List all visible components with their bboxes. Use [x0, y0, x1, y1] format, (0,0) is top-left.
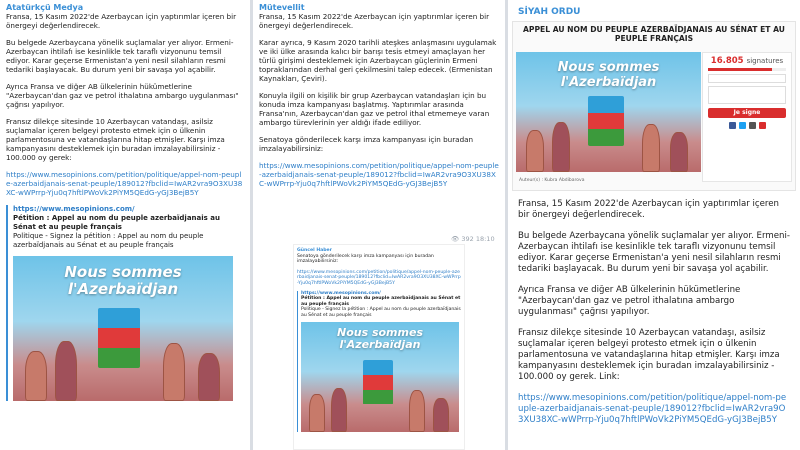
azerbaijan-flag-icon [588, 96, 624, 146]
signature-label: signatures [746, 57, 784, 65]
petition-link[interactable]: https://www.mesopinions.com/petition/politique/appel-nom-peuple-azerbaidjanais-senat-peuple/189012?fbclid=IwAR2vra9O3XU38XC-wWPrrp-Yju0q7hftlPWoVk2PiYM5QEdG-yGJ3BejB5Y [518, 393, 787, 425]
fist-icon [331, 388, 347, 432]
channel-name[interactable]: Mütevellit [259, 3, 305, 12]
twitter-icon[interactable] [739, 122, 746, 129]
embedded-preview [297, 291, 461, 432]
email-field[interactable] [708, 74, 786, 83]
fist-icon [198, 353, 220, 401]
fist-icon [670, 132, 688, 172]
eye-icon: 👁 [451, 235, 460, 243]
petition-author: Auteur(s) : Kubra Abdibarova [519, 178, 585, 183]
fist-icon [526, 130, 544, 172]
embedded-preview-site: https://www.mesopinions.com/ [301, 290, 381, 296]
embedded-preview-image [301, 322, 459, 432]
view-count: 392 [461, 235, 474, 243]
sign-button[interactable]: Je signe [708, 108, 786, 118]
post-paragraph: Bu belgede Azerbaycana yönelik suçlamalar yer alıyor. Ermeni-Azerbaycan ihtilafı ise kesinlikle tek taraflı vizyonunu temsil ediyor. Karar geçerse Ermenistan'a yeni nesil silahların resmi tedariki başlayacak. Bu durum yeni bir savaşa yol açabilir. [518, 231, 790, 274]
signature-progress-fill [708, 68, 772, 71]
post-paragraph: Fransa, 15 Kasım 2022'de Azerbaycan için yaptırımlar içeren bir önergeyi değerlendirecek. [518, 199, 779, 220]
telegram-post-ataturkcu-medya [0, 0, 250, 450]
share-icons [703, 122, 791, 129]
signature-number: 16.805 [710, 56, 744, 66]
post-text [0, 12, 250, 197]
fist-icon [642, 124, 660, 172]
post-paragraph: Ayrıca Fransa ve diğer AB ülkelerinin hükümetlerine "Azerbaycan'dan gaz ve petrol ithalatına ambargo uygulanması" çağrısı yapılıyor. [518, 285, 741, 317]
petition-link[interactable]: https://www.mesopinions.com/petition/politique/appel-nom-peuple-azerbaidjanais-senat-peuple/189012?fbclid=IwAR2vra9O3XU38XC-wWPrrp-Yju0q7hftlPWoVk2PiYM5QEdG-yGJ3BejB5Y [6, 170, 243, 197]
signature-count [703, 53, 791, 66]
post-time: 18:10 [475, 235, 495, 243]
fist-icon [433, 398, 449, 432]
post-paragraph: Konuyla ilgili on kişilik bir grup Azerbaycan vatandaşları için bu konuda imza kampanyası başlatmış. Yaptırımlar arasında Fransa'nın, Azerbaycan'dan gaz ve petrol ithal etmemeye varan ambargo türevlerinin yer aldığı ifade ediliyor. [259, 91, 490, 127]
link-preview[interactable] [6, 205, 244, 401]
telegram-post-siyah-ordu [508, 0, 800, 450]
fist-icon [409, 390, 425, 432]
post-meta [451, 235, 495, 243]
petition-image [516, 52, 701, 172]
preview-description: Politique - Signez la pétition : Appel au nom du peuple azerbaïdjanais au Sénat et au peuple français [13, 232, 204, 249]
signature-card [702, 52, 792, 182]
post-text [508, 199, 800, 426]
comment-field[interactable] [708, 86, 786, 104]
telegram-post-mutevellit [253, 0, 505, 450]
fist-icon [552, 122, 570, 172]
fist-icon [163, 343, 185, 401]
post-paragraph: Senatoya gönderilecek karşı imza kampanyası için buradan imzalayabilirsiniz: [259, 135, 474, 153]
azerbaijan-flag-icon [363, 360, 393, 405]
embedded-preview-title: Pétition : Appel au nom du peuple azerbaïdjanais au Sénat et au peuple français [301, 296, 461, 307]
post-text [253, 12, 505, 188]
post-paragraph: Fransa, 15 Kasım 2022'de Azerbaycan için yaptırımlar içeren bir önergeyi değerlendirecek. [259, 12, 490, 30]
azerbaijan-flag-icon [98, 308, 140, 368]
preview-image[interactable] [13, 256, 233, 401]
preview-title: Pétition : Appel au nom du peuple azerbaïdjanais au Sénat et au peuple français [13, 214, 220, 231]
facebook-icon[interactable] [729, 122, 736, 129]
post-paragraph: Ayrıca Fransa ve diğer AB ülkelerinin hükümetlerine "Azerbaycan'dan gaz ve petrol ithalatına ambargo uygulanması" çağrısı yapılıyor. [6, 82, 239, 109]
petition-title: APPEL AU NOM DU PEUPLE AZERBAÏDJANAIS AU SÉNAT ET AU PEUPLE FRANÇAIS [523, 25, 785, 43]
share-icon[interactable] [759, 122, 766, 129]
fist-icon [309, 394, 325, 432]
banner-text: Nous sommes l'Azerbaïdjan [557, 60, 660, 90]
post-paragraph: Bu belgede Azerbaycana yönelik suçlamalar yer alıyor. Ermeni-Azerbaycan ihtilafı ise kesinlikle tek taraflı vizyonunu temsil ediyor. Karar geçerse Ermenistan'a yeni nesil silahların resmi tedariki başlayacak. Bu durum yeni bir savaşa yol açabilir. [6, 38, 234, 74]
embedded-preview-description: Politique - Signez la pétition : Appel au nom du peuple azerbaïdjanais au Sénat et au peuple français [301, 307, 461, 318]
embedded-screenshot [293, 244, 465, 450]
embedded-text: Senatoya gönderilecek karşı imza kampanyası için buradan imzalayabilirsiniz: [297, 253, 434, 265]
post-paragraph: Fransız dilekçe sitesinde 10 Azerbaycan vatandaşı, asilsiz suçlamalar içeren belgeyi protesto etmek için o ülkenin parlamentosuna ve vatandaşlarına hitap etmişler. Karşı imza kampanyasını desteklemek için buradan imzalayabilirsiniz - 100.000 oy gerek. Link: [518, 328, 780, 382]
post-paragraph: Fransa, 15 Kasım 2022'de Azerbaycan için yaptırımlar içeren bir önergeyi değerlendirecek. [6, 12, 237, 30]
embedded-channel-name: Güncel Haber [297, 248, 332, 253]
share-icon[interactable] [749, 122, 756, 129]
embedded-link: https://www.mesopinions.com/petition/politique/appel-nom-peuple-azerbaidjanais-senat-peuple/189012?fbclid=IwAR2vra9O3XU38XC-wWPrrp-Yju0q7hftlPWoVk2PiYM5QEdG-yGJ3BejB5Y [297, 269, 461, 286]
banner-text: Nous sommes l'Azerbaïdjan [64, 263, 182, 298]
petition-link[interactable]: https://www.mesopinions.com/petition/politique/appel-nom-peuple-azerbaidjanais-senat-peuple/189012?fbclid=IwAR2vra9O3XU38XC-wWPrrp-Yju0q7hftlPWoVk2PiYM5QEdG-yGJ3BejB5Y [259, 161, 499, 188]
preview-site: https://www.mesopinions.com/ [13, 205, 135, 213]
fist-icon [55, 341, 77, 401]
post-paragraph: Fransız dilekçe sitesinde 10 Azerbaycan vatandaşı, asilsiz suçlamalar içeren belgeyi protesto etmek için o ülkenin parlamentosuna ve vatandaşlarına hitap etmişler. Karşı imza kampanyasını desteklemek için buradan imzalayabilirsiniz - 100.000 oy gerek: [6, 117, 225, 162]
banner-text: Nous sommes l'Azerbaïdjan [336, 325, 423, 351]
petition-page-screenshot [512, 21, 796, 191]
channel-name[interactable]: SİYAH ORDU [518, 7, 581, 17]
signature-progress-bar [708, 68, 786, 71]
post-paragraph: Karar ayrıca, 9 Kasım 2020 tarihli ateşkes anlaşmasını uygulamak ve iki ülke arasında kalıcı bir barışı tesis etmeyi amaçlayan her türlü girişimi desteklemek için Azerbaycan güçlerinin Ermeni topraklarından derhal geri çekilmesini talep edecek. (Ermenistan Kaynakları, Çeviri). [259, 38, 497, 83]
channel-name[interactable]: Atatürkçü Medya [6, 3, 84, 12]
fist-icon [25, 351, 47, 401]
